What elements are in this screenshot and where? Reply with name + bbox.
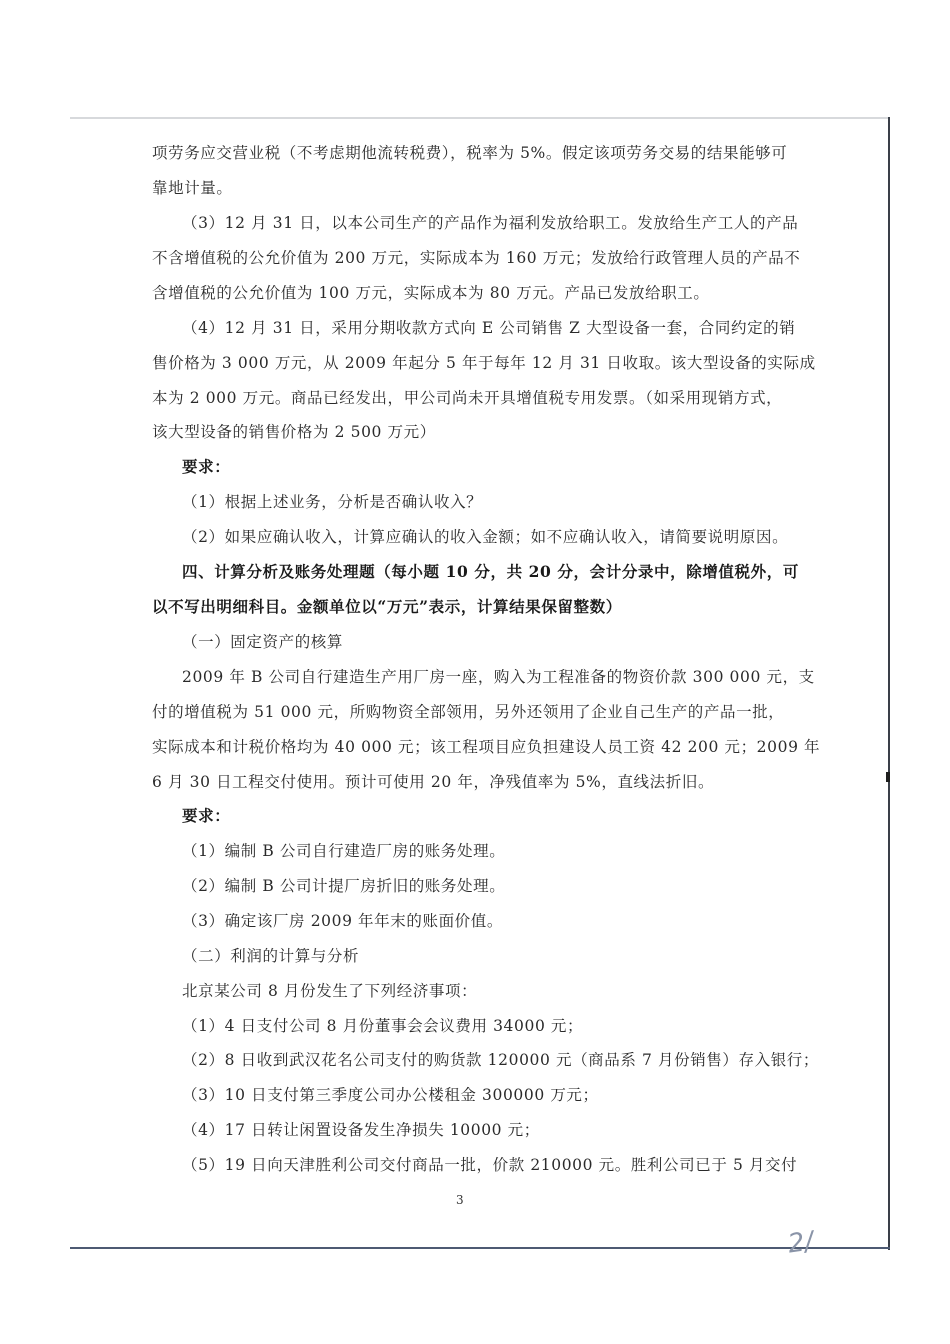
event-item: （3）10 日支付第三季度公司办公楼租金 300000 万元；	[182, 1086, 599, 1104]
item-3-line: 不含增值税的公允价值为 200 万元，实际成本为 160 万元；发放给行政管理人员的产品不	[152, 249, 801, 267]
requirement-item: （2）如果应确认收入，计算应确认的收入金额；如不应确认收入，请简要说明原因。	[182, 528, 789, 546]
subsection-1-line: 2009 年 B 公司自行建造生产用厂房一座，购入为工程准备的物资价款 300 000 元，支	[182, 668, 815, 686]
paragraph-line: 靠地计量。	[152, 179, 233, 197]
requirements-heading: 要求：	[182, 457, 231, 476]
handwritten-mark: 2/	[786, 1226, 816, 1260]
item-4-line: 本为 2 000 万元。商品已经发出，甲公司尚未开具增值税专用发票。（如采用现销方式，	[152, 389, 783, 407]
paragraph-line: 项劳务应交营业税（不考虑期他流转税费），税率为 5%。假定该项劳务交易的结果能够可	[152, 144, 788, 162]
event-item: （1）4 日支付公司 8 月份董事会会议费用 34000 元；	[182, 1017, 584, 1035]
page-number: 3	[456, 1193, 464, 1207]
section-heading: 以不写出明细科目。金额单位以“万元”表示，计算结果保留整数）	[152, 597, 622, 616]
event-item: （4）17 日转让闲置设备发生净损失 10000 元；	[182, 1121, 540, 1139]
subsection-1-line: 6 月 30 日工程交付使用。预计可使用 20 年，净残值率为 5%，直线法折旧。	[152, 773, 715, 791]
requirement-item: （3）确定该厂房 2009 年年末的账面价值。	[182, 912, 503, 930]
item-4-line: （4）12 月 31 日，采用分期收款方式向 E 公司销售 Z 大型设备一套，合同约定的销	[182, 319, 796, 337]
subsection-title: （二）利润的计算与分析	[182, 947, 360, 965]
subsection-1-line: 付的增值税为 51 000 元，所购物资全部领用，另外还领用了企业自己生产的产品一批，	[152, 703, 785, 721]
item-4-line: 售价格为 3 000 万元，从 2009 年起分 5 年于每年 12 月 31 日收取。该大型设备的实际成	[152, 354, 816, 372]
item-3-line: 含增值税的公允价值为 100 万元，实际成本为 80 万元。产品已发放给职工。	[152, 284, 710, 302]
item-3-line: （3）12 月 31 日，以本公司生产的产品作为福利发放给职工。发放给生产工人的产品	[182, 214, 799, 232]
subsection-title: （一）固定资产的核算	[182, 633, 344, 651]
event-item: （2）8 日收到武汉花名公司支付的购货款 120000 元（商品系 7 月份销售）存入银行；	[182, 1051, 819, 1069]
subsection-1-line: 实际成本和计税价格均为 40 000 元；该工程项目应负担建设人员工资 42 200 元；2009 年	[152, 738, 821, 756]
subsection-intro: 北京某公司 8 月份发生了下列经济事项：	[182, 982, 478, 1000]
section-heading: 四、计算分析及账务处理题（每小题 10 分，共 20 分，会计分录中，除增值税外，可	[182, 562, 799, 581]
requirements-heading: 要求：	[182, 806, 231, 825]
item-4-line: 该大型设备的销售价格为 2 500 万元）	[152, 423, 436, 441]
requirement-item: （1）根据上述业务，分析是否确认收入？	[182, 493, 483, 511]
requirement-item: （1）编制 B 公司自行建造厂房的账务处理。	[182, 842, 506, 860]
event-item: （5）19 日向天津胜利公司交付商品一批，价款 210000 元。胜利公司已于 5 月交付	[182, 1156, 798, 1174]
requirement-item: （2）编制 B 公司计提厂房折旧的账务处理。	[182, 877, 506, 895]
